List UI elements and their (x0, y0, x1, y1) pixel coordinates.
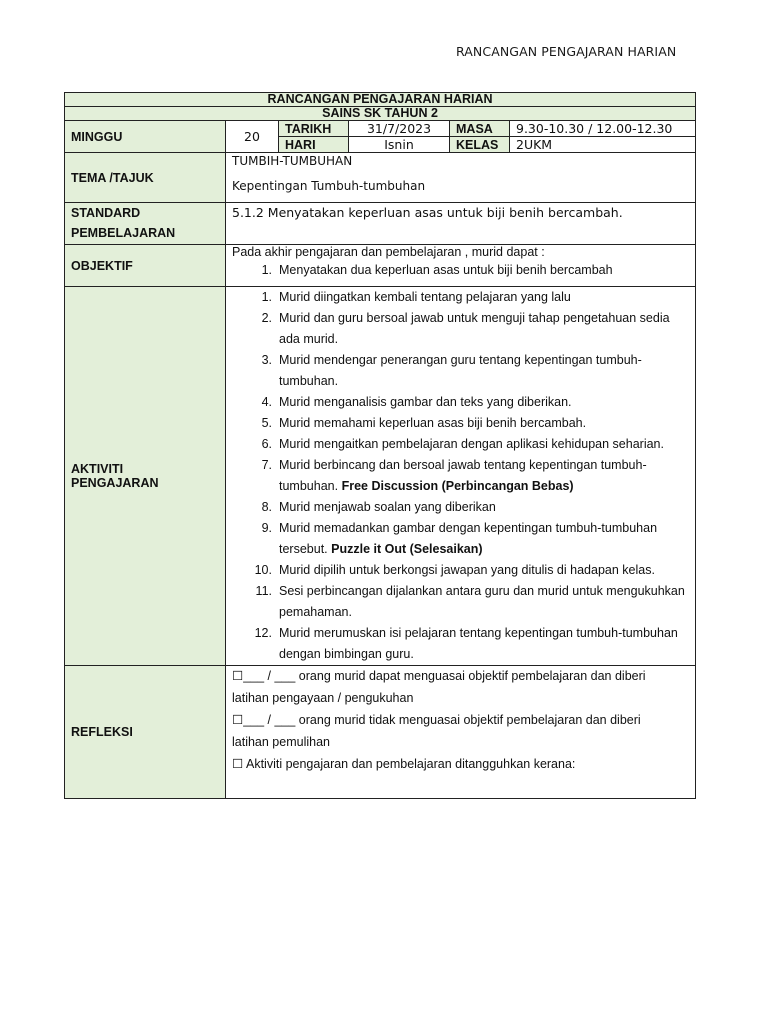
standard-label-line2: PEMBELAJARAN (71, 226, 176, 240)
minggu-value: 20 (226, 121, 279, 153)
list-item (232, 308, 689, 350)
aktiviti-value (226, 287, 696, 666)
list-item-text: Murid memahami keperluan asas biji benih bercambah. (279, 416, 587, 430)
objektif-label: OBJEKTIF (65, 245, 226, 287)
list-item-number: 8. (261, 500, 272, 514)
running-header: RANCANGAN PENGAJARAN HARIAN (456, 44, 677, 59)
refleksi-line3: ☐ Aktiviti pengajaran dan pembelajaran ditangguhkan kerana: (232, 757, 576, 771)
aktiviti-label-line2: PENGAJARAN (71, 476, 159, 490)
list-item-number: 4. (261, 395, 272, 409)
tema-subtopic: Kepentingan Tumbuh-tumbuhan (232, 179, 426, 193)
refleksi-line2b: latihan pemulihan (232, 735, 330, 749)
hari-label: HARI (279, 137, 349, 153)
list-item-text: Murid dan guru bersoal jawab untuk menguji tahap pengetahuan sedia ada murid. (279, 311, 670, 346)
list-item-text: Murid memadankan gambar dengan kepentingan tumbuh-tumbuhan tersebut. (279, 521, 658, 556)
masa-label: MASA (450, 121, 510, 137)
objektif-list (232, 260, 689, 281)
list-item-text: Murid mendengar penerangan guru tentang kepentingan tumbuh-tumbuhan. (279, 353, 642, 388)
tema-topic: TUMBIH-TUMBUHAN (232, 154, 353, 168)
lesson-plan-table (64, 92, 696, 799)
tarikh-value: 31/7/2023 (349, 121, 450, 137)
refleksi-line2a: ☐___ / ___ orang murid tidak menguasai objektif pembelajaran dan diberi (232, 713, 641, 727)
list-item (232, 623, 689, 665)
aktiviti-label-line1: AKTIVITI (71, 462, 124, 476)
list-item (232, 497, 689, 518)
tema-label: TEMA /TAJUK (65, 153, 226, 203)
table-subtitle: SAINS SK TAHUN 2 (65, 107, 696, 121)
list-item-text: Murid berbincang dan bersoal jawab tentang kepentingan tumbuh-tumbuhan. (279, 458, 647, 493)
list-item (232, 518, 689, 560)
lesson-plan-sheet (64, 92, 695, 803)
standard-label (65, 203, 226, 245)
list-item (232, 434, 689, 455)
list-item-number: 1. (261, 263, 272, 277)
list-item (232, 455, 689, 497)
list-item-number: 5. (261, 416, 272, 430)
list-item-number: 12. (254, 626, 272, 640)
tema-value (226, 153, 696, 203)
list-item-number: 10. (254, 563, 272, 577)
objektif-intro: Pada akhir pengajaran dan pembelajaran , murid dapat : (232, 245, 545, 259)
refleksi-line1b: latihan pengayaan / pengukuhan (232, 691, 414, 705)
list-item-text: Menyatakan dua keperluan asas untuk biji benih bercambah (279, 263, 613, 277)
refleksi-value (226, 666, 696, 799)
masa-value: 9.30-10.30 / 12.00-12.30 (510, 121, 696, 137)
list-item (232, 560, 689, 581)
table-title: RANCANGAN PENGAJARAN HARIAN (65, 93, 696, 107)
refleksi-label: REFLEKSI (65, 666, 226, 799)
list-item (232, 287, 689, 308)
tarikh-label: TARIKH (279, 121, 349, 137)
list-item (232, 260, 689, 281)
list-item-text: Murid merumuskan isi pelajaran tentang kepentingan tumbuh-tumbuhan dengan bimbingan guru. (279, 626, 678, 661)
objektif-value (226, 245, 696, 287)
list-item-number: 2. (261, 311, 272, 325)
list-item-number: 9. (261, 521, 272, 535)
list-item-text: Murid menjawab soalan yang diberikan (279, 500, 496, 514)
list-item-emphasis: Free Discussion (Perbincangan Bebas) (341, 479, 574, 493)
list-item-text: Murid mengaitkan pembelajaran dengan aplikasi kehidupan seharian. (279, 437, 664, 451)
aktiviti-label (65, 287, 226, 666)
kelas-label: KELAS (450, 137, 510, 153)
aktiviti-list (232, 287, 689, 665)
minggu-label: MINGGU (65, 121, 226, 153)
list-item-emphasis: Puzzle it Out (Selesaikan) (331, 542, 483, 556)
list-item-number: 3. (261, 353, 272, 367)
list-item-number: 11. (255, 584, 272, 598)
list-item-number: 1. (261, 290, 272, 304)
list-item-text: Sesi perbincangan dijalankan antara guru dan murid untuk mengukuhkan pemahaman. (279, 584, 685, 619)
list-item-text: Murid diingatkan kembali tentang pelajaran yang lalu (279, 290, 571, 304)
refleksi-line1a: ☐___ / ___ orang murid dapat menguasai objektif pembelajaran dan diberi (232, 669, 646, 683)
list-item-number: 6. (261, 437, 272, 451)
standard-label-line1: STANDARD (71, 206, 141, 220)
list-item-text: Murid menganalisis gambar dan teks yang diberikan. (279, 395, 572, 409)
list-item-text: Murid dipilih untuk berkongsi jawapan yang ditulis di hadapan kelas. (279, 563, 655, 577)
list-item (232, 581, 689, 623)
hari-value: Isnin (349, 137, 450, 153)
kelas-value: 2UKM (510, 137, 696, 153)
list-item (232, 413, 689, 434)
standard-value: 5.1.2 Menyatakan keperluan asas untuk biji benih bercambah. (226, 203, 696, 245)
list-item-number: 7. (261, 458, 272, 472)
list-item (232, 392, 689, 413)
list-item (232, 350, 689, 392)
